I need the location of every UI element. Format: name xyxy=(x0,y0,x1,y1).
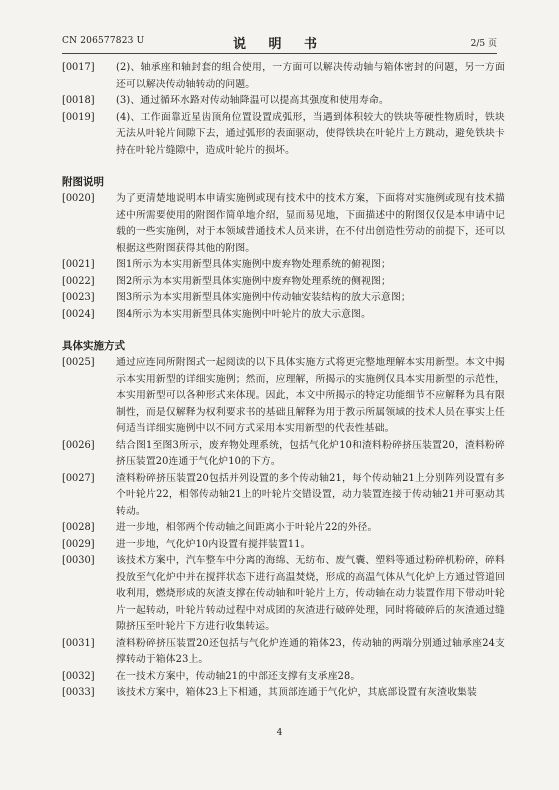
paragraph-number: [0021] xyxy=(62,259,95,270)
paragraph-number: [0023] xyxy=(62,292,95,303)
paragraph-number: [0026] xyxy=(62,439,95,451)
paragraph-text: (4)、工作面靠近星齿顶角位置设置成弧形，当遇到体积较大的铁块等硬性物质时，铁块无法从叶轮片间隙下去，通过弧形的表面驱动，使得铁块在叶轮片上方跳动，避免铁块卡持在叶轮片缝隙中，造成叶轮片的损坏。 xyxy=(116,111,505,156)
paragraph xyxy=(62,93,505,110)
paragraph-text: 结合图1至图3所示，废弃物处理系统，包括气化炉10和渣料粉碎挤压装置20，渣料粉碎挤压装置20连通于气化炉10的下方。 xyxy=(116,439,505,467)
paragraph xyxy=(62,274,505,291)
paragraph-number: [0031] xyxy=(62,637,95,649)
paragraph-number: [0032] xyxy=(62,670,95,682)
paragraph xyxy=(62,520,505,537)
paragraph-number: [0033] xyxy=(62,687,95,698)
page-indicator: 2/5 页 xyxy=(470,39,497,49)
paragraph xyxy=(62,257,505,274)
paragraph-number: [0020] xyxy=(62,193,95,204)
paragraph xyxy=(62,537,505,554)
paragraph-number: [0022] xyxy=(62,275,95,287)
paragraph-number: [0024] xyxy=(62,308,95,320)
paragraph-text: (2)、轴承座和轴封套的组合使用，一方面可以解决传动轴与箱体密封的问题，另一方面还可以解决传动轴转动的问题。 xyxy=(116,62,505,90)
section-heading: 具体实施方式 xyxy=(62,340,125,352)
paragraph xyxy=(62,438,505,471)
paragraph-number: [0027] xyxy=(62,472,95,484)
paragraph-text: 该技术方案中，箱体23上下相通，其顶部连通于气化炉，其底部设置有灰渣收集装 xyxy=(116,687,477,698)
paragraph xyxy=(62,307,505,324)
paragraph-text: 通过应连同所附图式一起阅读的以下具体实施方式将更完整地理解本实用新型。本文中揭示本实用新型的详细实施例；然而，应理解，所揭示的实施例仅具本实用新型的示范性，本实用新型可以各种形式来体现。因此，本文中所揭示的特定功能细节不应解释为具有限制性，而是仅解释为权利要求书的基础且解释为用于教示所属领域的技术人员在事实上任何适当详细实施例中以不同方式采用本实用新型的代表性基础。 xyxy=(116,357,505,434)
paragraph-number: [0025] xyxy=(62,357,95,368)
paragraph xyxy=(62,636,505,669)
publication-number: CN 206577823 U xyxy=(62,36,145,46)
page-number: 4 xyxy=(276,728,283,738)
paragraph-number: [0018] xyxy=(62,95,95,106)
paragraph-text: 为了更清楚地说明本申请实施例或现有技术中的技术方案，下面将对实施例或现有技术描述中所需要使用的附图作简单地介绍，显而易见地，下面描述中的附图仅仅是本申请中记载的一些实施例，对于本领域普通技术人员来讲，在不付出创造性劳动的前提下，还可以根据这些附图获得其他的附图。 xyxy=(116,193,505,254)
paragraph-text: 该技术方案中，汽车整车中分离的海绵、无纺布、废气囊、塑料等通过粉碎机粉碎，碎料投放至气化炉中并在搅拌状态下进行高温焚烧，形成的高温气体从气化炉上方通过管道回收利用，燃烧形成的灰渣支撑在传动轴和叶轮片上方，传动轴在动力装置作用下带动叶轮片一起转动，叶轮片转动过程中对成团的灰渣进行破碎处理，同时将破碎后的灰渣通过缝隙挤压至叶轮片下方进行收集转运。 xyxy=(116,555,505,632)
paragraph xyxy=(62,669,505,686)
paragraph-text: 渣料粉碎挤压装置20包括并列设置的多个传动轴21，每个传动轴21上分别阵列设置有多个叶轮片22，相邻传动轴21上的叶轮片交错设置，动力装置连接于传动轴21并可驱动其转动。 xyxy=(116,472,505,517)
paragraph-number: [0019] xyxy=(62,111,95,123)
paragraph xyxy=(62,355,505,438)
paragraph-text: 图1所示为本实用新型具体实施例中废弃物处理系统的俯视图； xyxy=(116,259,391,270)
document-body xyxy=(62,60,505,702)
paragraph-number: [0028] xyxy=(62,522,95,533)
paragraph xyxy=(62,191,505,257)
paragraph xyxy=(62,471,505,521)
paragraph-number: [0017] xyxy=(62,62,95,73)
paragraph-text: 图2所示为本实用新型具体实施例中废弃物处理系统的侧视图； xyxy=(116,275,391,287)
paragraph-text: 在一技术方案中，传动轴21的中部还支撑有支承座28。 xyxy=(116,670,361,682)
document-title: 说 明 书 xyxy=(232,37,327,52)
paragraph-text: 图4所示为本实用新型具体实施例中叶轮片的放大示意图。 xyxy=(116,308,372,320)
paragraph-text: 渣料粉碎挤压装置20还包括与气化炉连通的箱体23，传动轴的两端分别通过轴承座24支撑转动于箱体23上。 xyxy=(116,637,505,665)
paragraph-text: (3)、通过循环水路对传动轴降温可以提高其强度和使用寿命。 xyxy=(116,95,389,106)
paragraph-number: [0030] xyxy=(62,555,95,566)
header-divider xyxy=(62,53,497,54)
paragraph xyxy=(62,290,505,307)
page-header xyxy=(62,33,497,52)
paragraph xyxy=(62,685,505,702)
paragraph-number: [0029] xyxy=(62,538,95,550)
paragraph xyxy=(62,110,505,160)
paragraph xyxy=(62,553,505,636)
paragraph-text: 进一步地，气化炉10内设置有搅拌装置11。 xyxy=(116,538,311,550)
paragraph-text: 图3所示为本实用新型具体实施例中传动轴安装结构的放大示意图； xyxy=(116,292,411,303)
paragraph-text: 进一步地，相邻两个传动轴之间距离小于叶轮片22的外径。 xyxy=(116,522,378,533)
paragraph xyxy=(62,60,505,93)
section-heading: 附图说明 xyxy=(62,176,104,188)
